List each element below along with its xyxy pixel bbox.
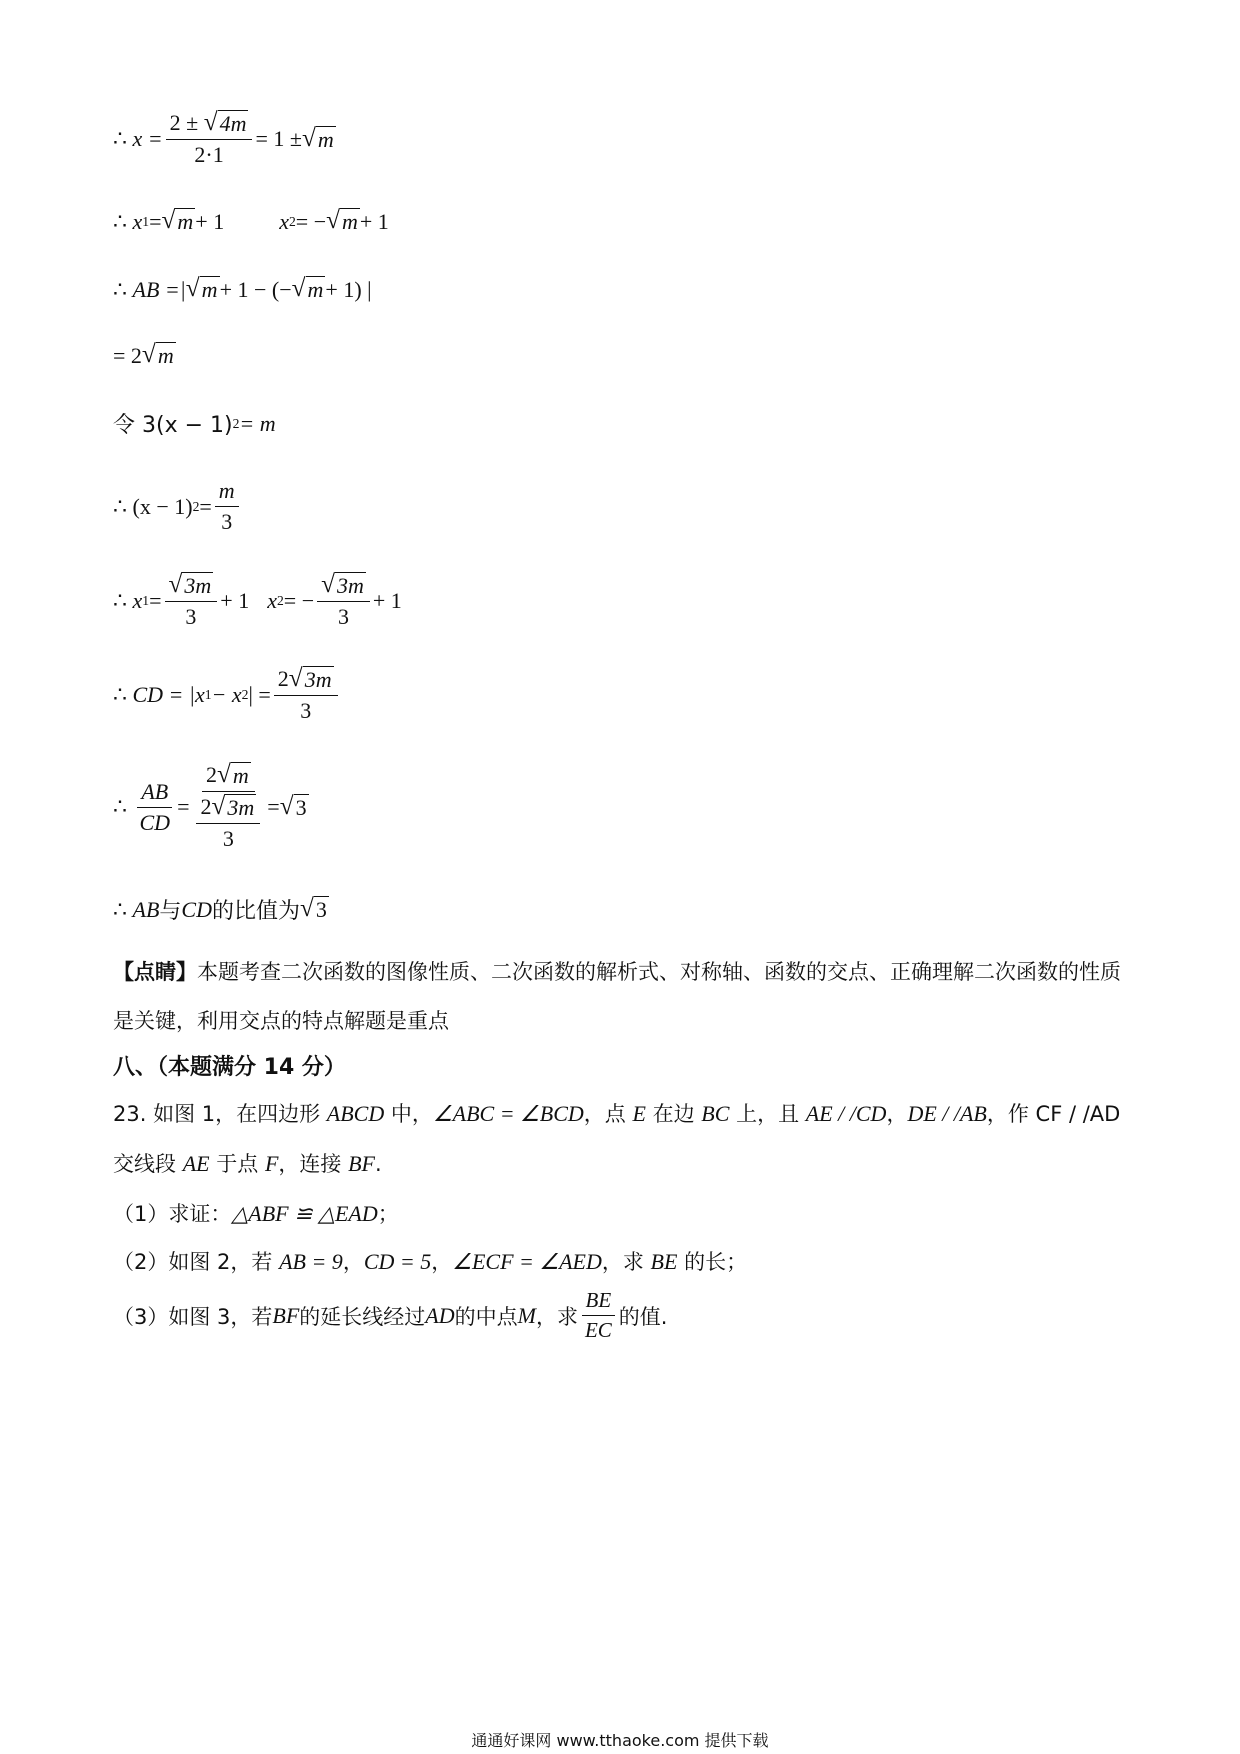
sqrt-sign: √ m [141, 340, 174, 368]
sqrt-sign: √ m [216, 760, 249, 788]
sqrt-sign: √ m [326, 206, 358, 234]
sqrt-sign: √ 3m [321, 570, 364, 598]
subquestion-2: （2）如图 2，若 AB = 9，CD = 5，∠ECF = ∠AED，求 BE 的长； [113, 1249, 748, 1274]
fraction: $\frac{BE}{EC}$ [581, 1288, 616, 1343]
solution-line-4: = 2 √ m [113, 340, 174, 368]
fraction: $\frac{AB}{CD}$ [136, 779, 175, 836]
solution-line-6: ∴ (x − 1) 2 = $\frac{m}{3}$ [113, 478, 242, 535]
sqrt-sign: √ m [291, 274, 324, 302]
problem-line-2: 交线段 AE 于点 F，连接 BF. [113, 1151, 382, 1176]
sqrt-sign: √ 4m [203, 108, 247, 136]
solution-line-9: ∴ $\frac{AB}{CD}$ = 2 √ m 2 √ 3m 3 = √ 3 [113, 760, 307, 851]
fraction [166, 110, 253, 168]
solution-line-2: ∴ x 1 = √ m + 1 x 2 = − √ m + 1 [113, 206, 389, 234]
section-heading: 八、（本题满分 14 分） [113, 1055, 346, 1080]
sqrt-sign: √ m [161, 206, 194, 234]
solution-line-1: ∴ x = 2 ± √ 4m 2·1 = 1 ± √ m [113, 108, 334, 167]
solution-conclusion: ∴ AB 与 CD 的比值为 √ 3 [113, 894, 327, 924]
sqrt-sign: √ 3m [288, 664, 332, 692]
subquestion-3: （3）如图 3，若 BF 的延长线经过 AD 的中点 M ，求 $\frac{BE}{EC}$ 的值. [113, 1288, 668, 1342]
fraction-denominator: 2·1 [194, 142, 224, 167]
sqrt-sign: √ 3m [168, 570, 212, 598]
fraction: $\frac{m}{3}$ [215, 478, 239, 535]
expr-lhs: x = [132, 126, 163, 151]
therefore-symbol: ∴ [113, 126, 127, 151]
complex-fraction: 2 √ m 2 √ 3m 3 [192, 762, 264, 852]
sqrt-sign: √ m [301, 123, 334, 152]
fraction-numerator: 2 ± √ 4m [166, 110, 253, 140]
solution-line-7: ∴ x 1 = √ 3m 3 + 1 x 2 = − √ 3m 3 + 1 [113, 570, 402, 629]
fraction: 2 √ 3m 3 [274, 666, 338, 724]
solution-line-8: ∴ CD = |x 1 − x 2 | = 2 √ 3m 3 [113, 666, 341, 724]
fraction: √ 3m 3 [165, 572, 218, 630]
dianjing-tag: 【点睛】 [113, 960, 197, 984]
sqrt-sign: √ 3 [279, 791, 307, 820]
sqrt-sign: √ 3 [299, 894, 327, 922]
page-footer: 通通好课网 www.tthaoke.com 提供下载 [471, 1731, 769, 1750]
sqrt-sign: √ m [185, 274, 218, 302]
problem-line-1: 23. 如图 1，在四边形 ABCD 中，∠ABC = ∠BCD，点 E 在边 BC 上，且 AE / /CD，DE / /AB，作 CF / /AD [113, 1101, 1121, 1126]
fraction: √ 3m 3 [317, 572, 370, 630]
solution-line-5: 令 3(x − 1) 2 = m [113, 410, 276, 438]
dianjing-paragraph [113, 948, 1133, 1046]
subquestion-1: （1）求证：△ABF ≌ △EAD； [113, 1201, 399, 1226]
solution-line-3: ∴ AB =| √ m + 1 − (− √ m + 1) | [113, 274, 372, 302]
dianjing-text: 本题考查二次函数的图像性质、二次函数的解析式、对称轴、函数的交点、正确理解二次函数的性质是关键，利用交点的特点解题是重点 [113, 960, 1121, 1033]
sqrt-sign: √ 3m [211, 792, 255, 820]
